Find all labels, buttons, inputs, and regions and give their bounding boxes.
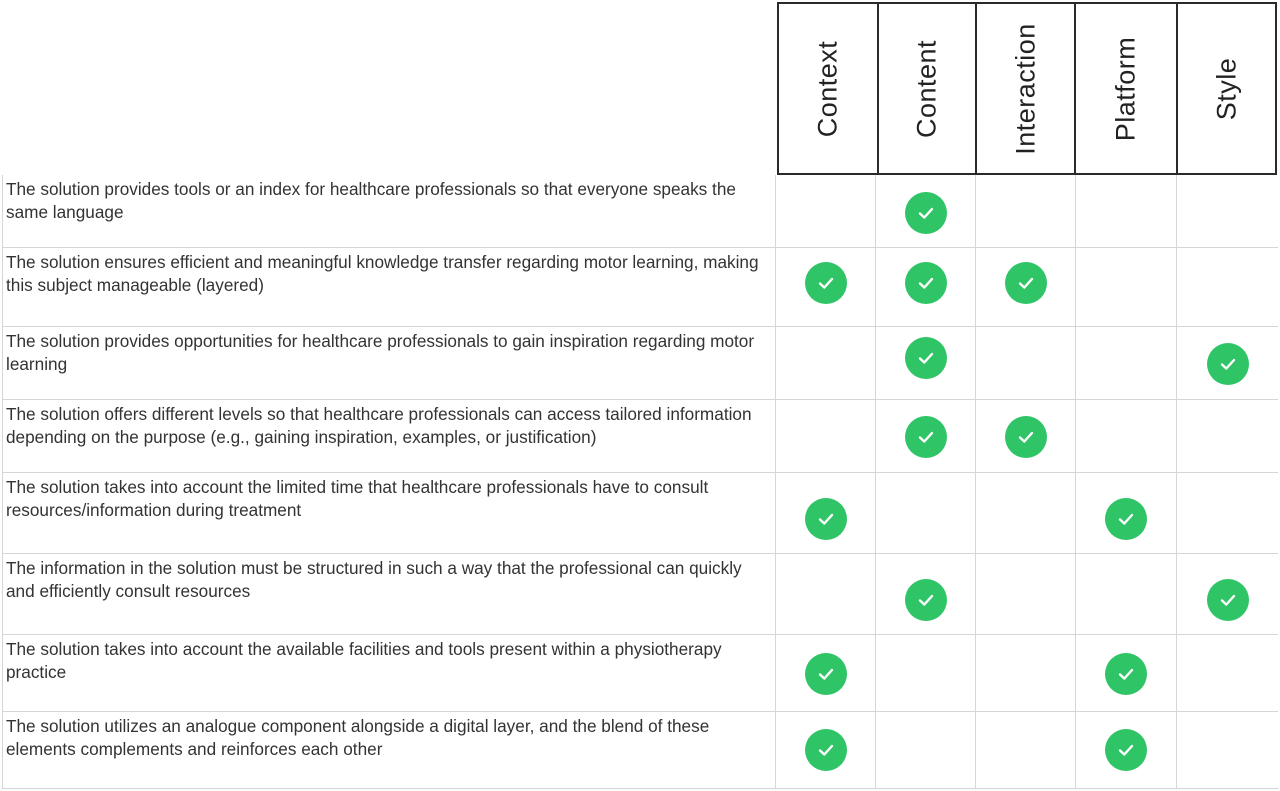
requirement-text: The solution takes into account the limited time that healthcare professionals have to consult resources/information during treatment [3,473,776,553]
cell-content [876,635,976,711]
check-circle-icon [905,337,947,379]
column-header-content [879,4,977,173]
table-row [3,175,1278,247]
table-row [3,553,1278,634]
check-circle-icon [805,729,847,771]
cell-style [1177,175,1278,247]
cell-style [1177,635,1278,711]
column-header-label: Content [911,39,942,138]
cell-content [876,473,976,553]
cell-context [776,400,876,472]
cell-interaction [976,175,1076,247]
cell-content [876,175,976,247]
cell-context [776,175,876,247]
requirement-text: The solution provides tools or an index for healthcare professionals so that everyone speaks the same language [3,175,776,247]
cell-context [776,712,876,788]
cell-content [876,712,976,788]
table-row [3,634,1278,711]
cell-platform [1076,473,1177,553]
cell-context [776,554,876,634]
check-circle-icon [1207,343,1249,385]
check-circle-icon [1105,498,1147,540]
cell-style [1177,400,1278,472]
cell-context [776,327,876,399]
cell-style [1177,473,1278,553]
cell-context [776,248,876,326]
check-circle-icon [1105,729,1147,771]
check-circle-icon [1005,416,1047,458]
cell-interaction [976,712,1076,788]
check-circle-icon [905,192,947,234]
cell-platform [1076,712,1177,788]
table-row [3,247,1278,326]
cell-interaction [976,327,1076,399]
cell-platform [1076,554,1177,634]
cell-interaction [976,554,1076,634]
requirement-text: The information in the solution must be structured in such a way that the professional can quickly and efficiently consult resources [3,554,776,634]
column-header-label: Platform [1110,36,1141,141]
cell-interaction [976,473,1076,553]
cell-context [776,635,876,711]
column-header-row [777,2,1277,175]
check-circle-icon [1005,262,1047,304]
check-circle-icon [805,653,847,695]
cell-content [876,327,976,399]
column-header-platform [1076,4,1178,173]
cell-style [1177,327,1278,399]
check-circle-icon [905,416,947,458]
requirement-text: The solution offers different levels so that healthcare professionals can access tailored information depending on the purpose (e.g., gaining inspiration, examples, or justification) [3,400,776,472]
check-circle-icon [1207,579,1249,621]
column-header-style [1178,4,1275,173]
check-circle-icon [905,262,947,304]
cell-content [876,400,976,472]
check-circle-icon [805,262,847,304]
cell-content [876,248,976,326]
requirement-text: The solution provides opportunities for healthcare professionals to gain inspiration regarding motor learning [3,327,776,399]
cell-platform [1076,635,1177,711]
column-header-label: Interaction [1010,22,1040,155]
cell-interaction [976,248,1076,326]
column-header-label: Style [1211,57,1241,120]
column-header-context [779,4,879,173]
check-circle-icon [905,579,947,621]
cell-interaction [976,400,1076,472]
table-row [3,472,1278,553]
check-circle-icon [1105,653,1147,695]
cell-interaction [976,635,1076,711]
requirements-table [2,175,1278,789]
table-row [3,326,1278,399]
cell-style [1177,554,1278,634]
requirement-text: The solution ensures efficient and meaningful knowledge transfer regarding motor learning, making this subject manageable (layered) [3,248,776,326]
table-row [3,711,1278,788]
cell-content [876,554,976,634]
requirement-text: The solution takes into account the available facilities and tools present within a physiotherapy practice [3,635,776,711]
cell-platform [1076,175,1177,247]
cell-platform [1076,400,1177,472]
cell-platform [1076,248,1177,326]
table-row [3,399,1278,472]
column-header-label: Context [812,40,843,137]
cell-platform [1076,327,1177,399]
cell-context [776,473,876,553]
check-circle-icon [805,498,847,540]
requirement-text: The solution utilizes an analogue component alongside a digital layer, and the blend of these elements complements and reinforces each other [3,712,776,788]
cell-style [1177,712,1278,788]
cell-style [1177,248,1278,326]
column-header-interaction [977,4,1076,173]
